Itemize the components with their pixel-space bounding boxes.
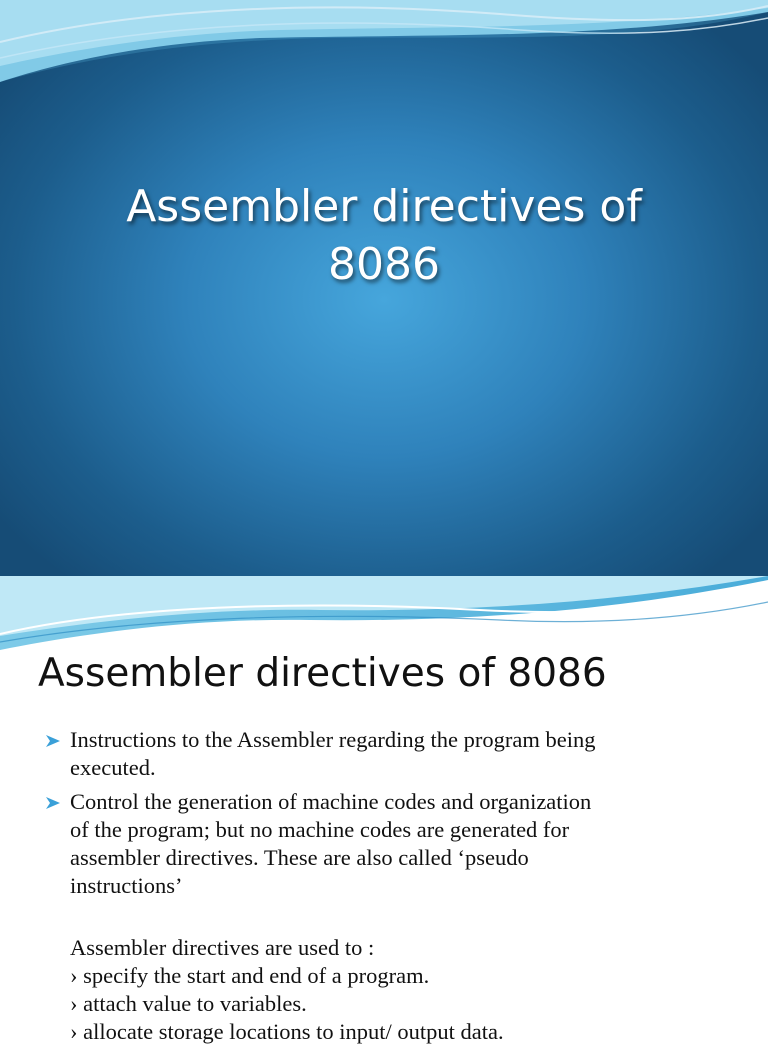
bullet-line: instructions’: [70, 873, 183, 898]
slide-body: [46, 726, 736, 1046]
bullet-line: assembler directives. These are also called ‘pseudo: [70, 845, 529, 870]
bullet-line: Instructions to the Assembler regarding the program being: [70, 727, 596, 752]
bullet-line: of the program; but no machine codes are generated for: [70, 817, 570, 842]
content-slide: [0, 576, 768, 1044]
use-item: › attach value to variables.: [70, 991, 307, 1016]
bullet-arrow-icon: [46, 797, 60, 809]
spacer: [46, 906, 736, 934]
bullet-item: [46, 788, 736, 900]
slide-heading: Assembler directives of 8086: [38, 651, 607, 696]
use-item: › specify the start and end of a program.: [70, 963, 430, 988]
wave-decoration-top: [0, 576, 768, 646]
bullet-item: [46, 726, 736, 782]
slide-title-line1: Assembler directives of: [126, 181, 642, 232]
uses-intro: Assembler directives are used to :: [70, 935, 375, 960]
bullet-arrow-icon: [46, 735, 60, 747]
bullet-line: executed.: [70, 755, 156, 780]
slide-title: [40, 178, 728, 294]
bullet-line: Control the generation of machine codes and organization: [70, 789, 592, 814]
use-item: › allocate storage locations to input/ output data.: [70, 1019, 504, 1044]
slide-title-line2: 8086: [328, 239, 440, 290]
